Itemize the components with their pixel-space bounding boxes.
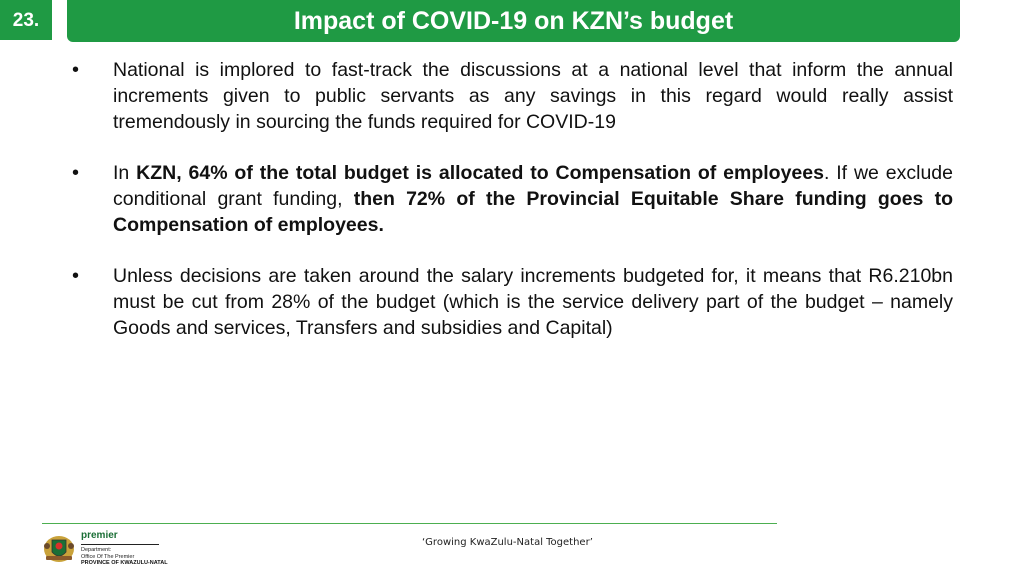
logo-office: Office Of The Premier: [81, 553, 135, 560]
bullet-item: [72, 160, 953, 238]
bullet-dot-icon: •: [72, 162, 80, 184]
slide-number: 23.: [0, 0, 52, 40]
premier-logo: [42, 528, 182, 568]
footer-tagline: ‘Growing KwaZulu-Natal Together’: [422, 537, 593, 548]
bullet-list: [72, 57, 953, 366]
title-bar: [67, 0, 960, 42]
logo-province: PROVINCE OF KWAZULU-NATAL: [81, 560, 168, 566]
footer-divider: [42, 523, 777, 524]
coat-of-arms-icon: [42, 532, 76, 564]
bullet-text: National is implored to fast-track the discussions at a national level that inform the annual increments given to public servants as any savings in this regard would really assist tremendously in sourcing the funds required for COVID-19: [113, 59, 953, 133]
bullet-item: [72, 263, 953, 341]
bullet-text: Unless decisions are taken around the salary increments budgeted for, it means that R6.210bn must be cut from 28% of the budget (which is the service delivery part of the budget – namely Goods and services, Transfers and subsidies and Capital): [113, 265, 953, 339]
logo-premier-text: premier: [81, 530, 118, 541]
bullet-dot-icon: •: [72, 265, 80, 287]
bullet-dot-icon: •: [72, 59, 80, 81]
bullet-text: In KZN, 64% of the total budget is allocated to Compensation of employees. If we exclude conditional grant funding, then 72% of the Provincial Equitable Share funding goes to Compensation of employees.: [113, 162, 954, 236]
logo-rule: [81, 544, 159, 545]
bullet-item: [72, 57, 953, 135]
slide-title: Impact of COVID-19 on KZN’s budget: [293, 6, 734, 35]
logo-department: Department:: [81, 547, 112, 553]
